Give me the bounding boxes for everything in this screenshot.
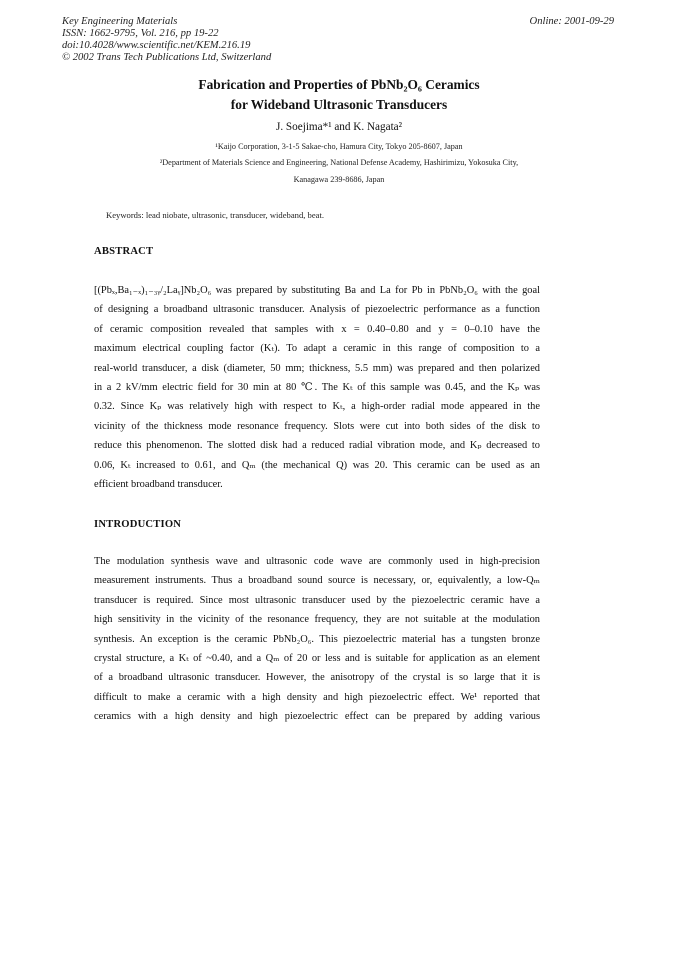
introduction-line: measurement instruments. Thus a broadband sound source is necessary, or, equivalently, a low-Qₘ: [94, 575, 540, 587]
introduction-line: difficult to make a ceramic with a high density and high piezoelectric effect. We¹ reported that: [94, 691, 540, 703]
affiliation-2: ²Department of Materials Science and Engineering, National Defense Academy, Hashirimizu, Yokosuka City,: [159, 158, 519, 167]
abstract-body: [94, 281, 540, 494]
introduction-line: synthesis. An exception is the ceramic PbNb₂O₆. This piezoelectric material has a tungsten bronze: [94, 633, 540, 645]
introduction-line: transducer is required. Since most ultrasonic transducer used by the piezoelectric ceramic have a: [94, 594, 540, 606]
doi-line[interactable]: doi:10.4028/www.scientific.net/KEM.216.19: [62, 40, 251, 51]
introduction-line: ceramics with a high density and high piezoelectric effect can be prepared by adding various: [94, 711, 540, 723]
abstract-line: reduce this phenomenon. The slotted disk had a reduced radial vibration mode, and Kₚ decreased to: [94, 440, 540, 452]
copyright-line: © 2002 Trans Tech Publications Ltd, Switzerland: [62, 52, 272, 63]
keywords: Keywords: lead niobate, ultrasonic, transducer, wideband, beat.: [106, 210, 325, 220]
abstract-line: of ceramic composition revealed that samples with x = 0.40–0.80 and y = 0–0.10 have the: [94, 323, 540, 335]
abstract-line: 0.32. Since Kₚ was relatively high with respect to Kₜ, a high-order radial mode appeared in the: [94, 401, 540, 413]
introduction-body: [94, 552, 540, 727]
abstract-line: vicinity of the thickness mode resonance frequency. Slots were cut into both sides of the disk to: [94, 420, 540, 432]
abstract-line: 0.06, Kₜ increased to 0.61, and Qₘ (the mechanical Q) was 20. This ceramic can be used as an: [94, 459, 540, 471]
affiliation-1: ¹Kaijo Corporation, 3-1-5 Sakae-cho, Hamura City, Tokyo 205-8607, Japan: [215, 142, 463, 151]
introduction-line: The modulation synthesis wave and ultrasonic code wave are commonly used in high-precision: [94, 556, 540, 567]
introduction-line: of a broadband ultrasonic transducer. However, the anisotropy of the crystal is so large that it is: [94, 672, 540, 684]
affiliation-2-continued: Kanagawa 239-8686, Japan: [293, 175, 385, 184]
abstract-line: maximum electrical coupling factor (Kₜ). To adapt a ceramic in this range of composition to a: [94, 343, 540, 355]
journal-name: Key Engineering Materials: [62, 16, 178, 27]
issn-line: ISSN: 1662-9795, Vol. 216, pp 19-22: [62, 28, 219, 39]
introduction-line: crystal structure, a Kₜ of ~0.40, and a Qₘ of 20 or less and is suitable for application as an element: [94, 652, 540, 664]
introduction-heading: INTRODUCTION: [94, 519, 182, 530]
abstract-line: of designing a broadband ultrasonic transducer. Analysis of piezoelectric performance as a function: [94, 304, 540, 316]
introduction-line: high sensitivity in the vicinity of the resonance frequency, they are not suitable at the modulation: [94, 614, 540, 626]
paper-title-line-2: for Wideband Ultrasonic Transducers: [230, 97, 448, 112]
online-date: Online: 2001-09-29: [529, 16, 614, 27]
journal-header: [62, 16, 271, 64]
authors: J. Soejima*¹ and K. Nagata²: [275, 121, 402, 133]
abstract-line: [(Pbₓ,Ba₁₋ₓ)₁₋₃ᵧ/₂Laᵧ]Nb₂O₆ was prepared by substituting Ba and La for Pb in PbNb₂O₆ with the goal: [94, 285, 540, 296]
paper-title-line-1: Fabrication and Properties of PbNb₂O₆ Ceramics: [198, 77, 480, 92]
abstract-heading: ABSTRACT: [94, 246, 154, 257]
abstract-line: in a 2 kV/mm electric field for 30 min at 80 ℃. The Kₜ of this sample was 0.45, and the Kₚ was: [94, 381, 540, 393]
abstract-line: real-world transducer, a disk (diameter, 50 mm; thickness, 5.5 mm) was prepared and then polarized: [94, 362, 540, 374]
abstract-line: efficient broadband transducer.: [94, 478, 223, 490]
